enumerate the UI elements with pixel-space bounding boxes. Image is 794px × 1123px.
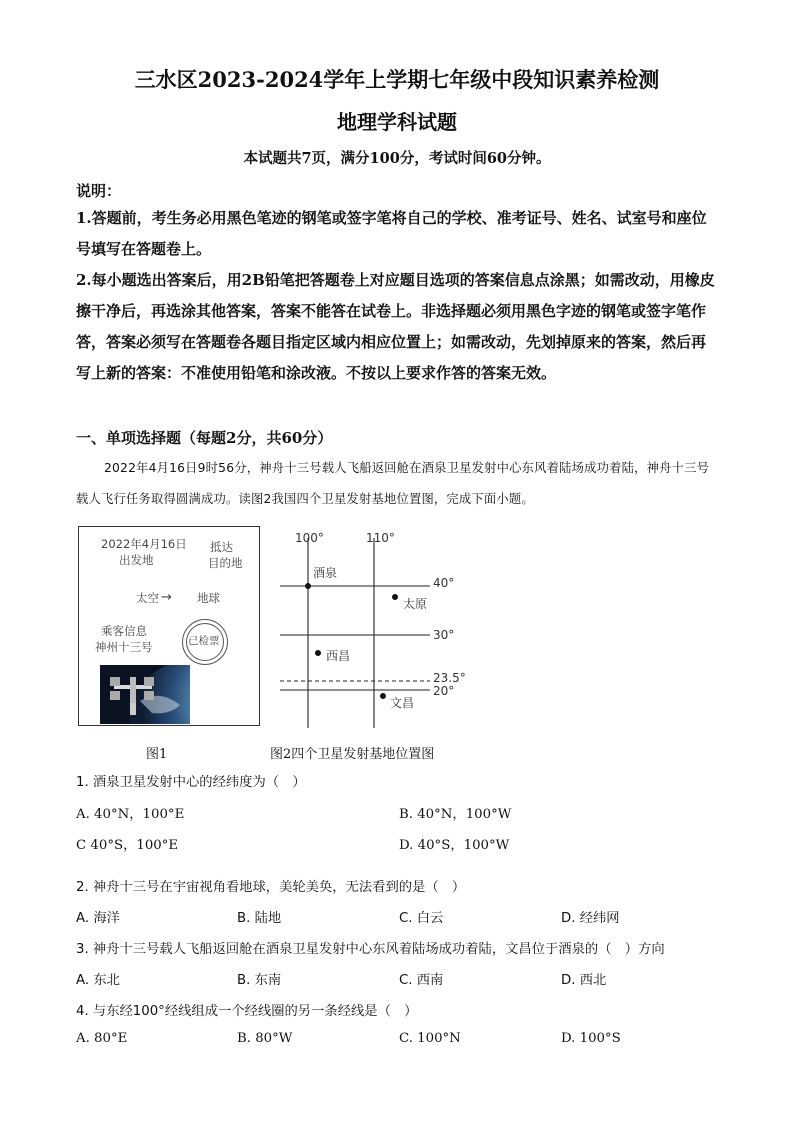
exam-subtitle: 地理学科试题 [337, 110, 457, 134]
jiuquan-dot [305, 583, 311, 589]
xichang-label: 西昌 [326, 649, 351, 663]
question-4-option-c: C. 100°N [399, 1031, 461, 1046]
question-4-stem: 4. 与东经100°经线组成一个经线圈的另一条经线是（ ） [76, 1004, 418, 1019]
lon-110-label: 110° [366, 531, 395, 545]
question-4-option-a: A. 80°E [76, 1031, 128, 1046]
question-3-option-d: D. 西北 [561, 973, 607, 988]
ticket-from: 太空 [136, 591, 159, 605]
instructions-label: 说明： [76, 182, 122, 200]
taiyuan-label: 太原 [403, 597, 428, 611]
ticket-craft: 神州十三号 [95, 640, 153, 654]
question-2-option-d: D. 经纬网 [561, 911, 620, 926]
figure-1-ticket [78, 526, 260, 726]
lon-100-label: 100° [295, 531, 324, 545]
question-3-option-b: B. 东南 [237, 973, 282, 988]
section-intro: 2022年4月16日9时56分，神舟十三号载人飞船返回舱在酒泉卫星发射中心东风着陆场成功着陆，神舟十三号载人飞行任务取得圆满成功。读图2我国四个卫星发射基地位置图，完成下面小题。 [76, 461, 710, 506]
figure-2-caption: 图2四个卫星发射基地位置图 [270, 747, 435, 762]
question-3-option-c: C. 西南 [399, 973, 444, 988]
lat-40-label: 40° [433, 576, 455, 590]
instruction-item-1: 1.答题前，考生务必用黑色笔迹的钢笔或签字笔将自己的学校、准考证号、姓名、试室号和座位号填写在答题卷上。 [76, 209, 707, 258]
ticket-arrive-1: 抵达 [210, 540, 233, 554]
question-2-stem: 2. 神舟十三号在宇宙视角看地球，美轮美奂，无法看到的是（ ） [76, 880, 466, 895]
xichang-dot [315, 650, 321, 656]
question-3-stem: 3. 神舟十三号载人飞船返回舱在酒泉卫星发射中心东风着陆场成功着陆，文昌位于酒泉的（ ）方向 [76, 942, 665, 957]
question-3-option-a: A. 东北 [76, 973, 120, 988]
question-4-option-b: B. 80°W [237, 1031, 293, 1046]
lat-30-label: 30° [433, 628, 455, 642]
ticket-to: 地球 [197, 591, 220, 605]
question-1-stem: 1. 酒泉卫星发射中心的经纬度为（ ） [76, 775, 306, 790]
exam-info: 本试题共7页，满分100分，考试时间60分钟。 [243, 150, 551, 167]
jiuquan-label: 酒泉 [313, 566, 338, 580]
figure-1-caption: 图1 [146, 747, 168, 762]
lat-20-label: 20° [433, 684, 455, 698]
space-station-photo [100, 665, 190, 724]
arrow-right-icon: → [161, 590, 172, 605]
wenchang-label: 文昌 [390, 696, 415, 710]
question-1-option-b: B. 40°N，100°W [399, 807, 512, 822]
instruction-item-2: 2.每小题选出答案后，用2B铅笔把答题卷上对应题目选项的答案信息点涂黑；如需改动，用橡皮擦干净后，再选涂其他答案，答案不能答在试卷上。非选择题必须用黑色字迹的钢笔或签字笔作答，答案必须写在答题卷各题目指定区域内相应位置上；如需改动，先划掉原来的答案，然后再写上新的答案：不准使用铅笔和涂改液。不按以上要求作答的答案无效。 [76, 271, 715, 382]
question-1-option-d: D. 40°S，100°W [399, 838, 510, 853]
figure-2-map [270, 528, 470, 733]
wenchang-dot [380, 693, 386, 699]
question-4-option-d: D. 100°S [561, 1031, 621, 1046]
stamp-circle [182, 619, 228, 665]
ticket-depart: 出发地 [119, 553, 154, 567]
ticket-date: 2022年4月16日 [101, 537, 187, 551]
lat-23.5-label: 23.5° [433, 671, 466, 685]
question-2-option-a: A. 海洋 [76, 911, 120, 926]
ticket-arrive-2: 目的地 [208, 556, 243, 570]
ticket-passenger: 乘客信息 [101, 624, 147, 638]
section-heading: 一、单项选择题（每题2分，共60分） [76, 429, 333, 447]
taiyuan-dot [392, 594, 398, 600]
ticket-stamp: 已检票 [188, 635, 220, 647]
exam-title: 三水区2023-2024学年上学期七年级中段知识素养检测 [134, 67, 660, 92]
question-2-option-b: B. 陆地 [237, 911, 282, 926]
question-1-option-c: C 40°S，100°E [76, 838, 179, 853]
question-2-option-c: C. 白云 [399, 911, 444, 926]
question-1-option-a: A. 40°N，100°E [76, 807, 185, 822]
